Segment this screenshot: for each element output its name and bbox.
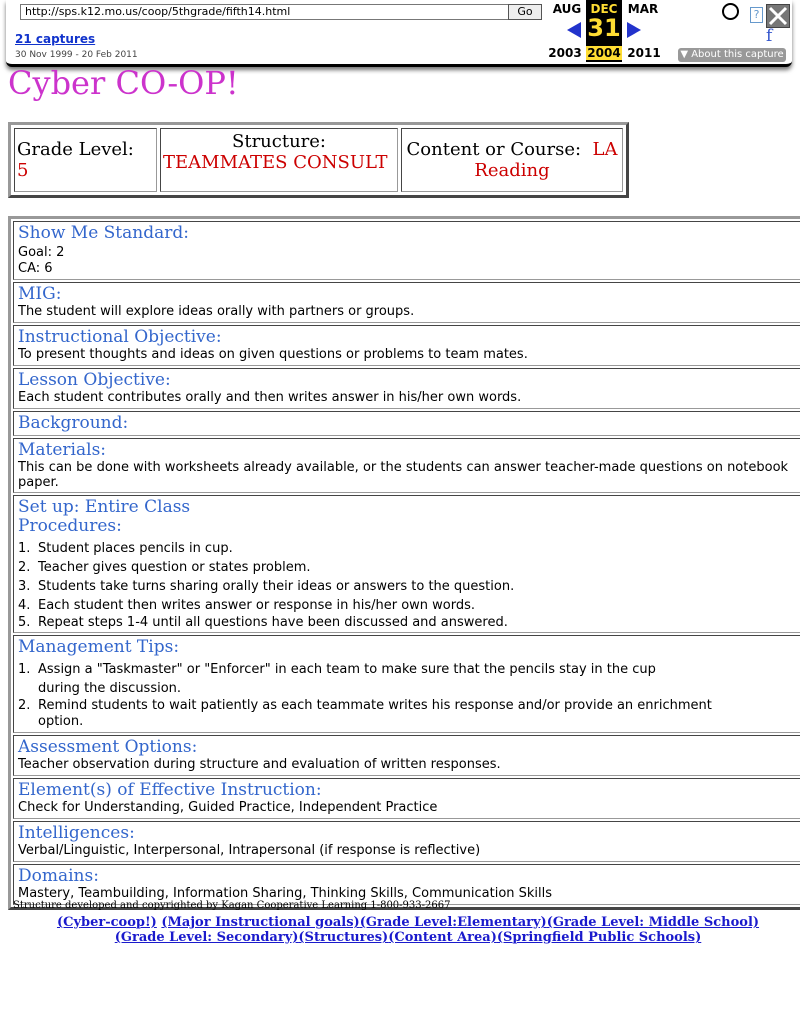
list-item: 2. Remind students to wait patiently as each teammate writes his response and/or provide an enrichment [18, 698, 712, 713]
url-input[interactable] [20, 4, 512, 20]
section-heading: Show Me Standard: [18, 223, 189, 243]
goal-text: Goal: 2 [18, 245, 65, 260]
section-heading: MIG: [18, 284, 62, 304]
elements-section [13, 778, 800, 819]
section-heading: Assessment Options: [18, 737, 198, 757]
link-structures[interactable]: (Structures) [298, 930, 389, 945]
link-middle-school[interactable]: (Grade Level: Middle School) [546, 915, 760, 930]
capture-range: 30 Nov 1999 - 20 Feb 2011 [15, 50, 138, 60]
grade-value: 5 [17, 160, 29, 181]
section-heading: Element(s) of Effective Instruction: [18, 780, 322, 800]
next-capture-arrow-icon[interactable] [627, 22, 641, 38]
close-icon[interactable] [766, 4, 790, 28]
list-item: 1. Assign a "Taskmaster" or "Enforcer" in each team to make sure that the pencils stay in the cup [18, 662, 656, 677]
grade-cell [14, 128, 157, 192]
procedures-heading: Procedures: [18, 516, 122, 536]
list-item: 1. Student places pencils in cup. [18, 541, 233, 556]
grade-label: Grade Level: [17, 139, 134, 160]
list-item: 2. Teacher gives question or states problem. [18, 560, 311, 575]
section-heading: Management Tips: [18, 637, 180, 657]
ca-text: CA: 6 [18, 261, 53, 276]
assessment-section [13, 735, 800, 776]
content-value-1: LA [592, 139, 618, 160]
link-springfield[interactable]: (Springfield Public Schools) [496, 930, 702, 945]
prev-month[interactable]: AUG [552, 2, 582, 16]
current-year: 2004 [587, 46, 621, 60]
wayback-toolbar [6, 0, 792, 67]
current-month: DEC [590, 2, 618, 16]
background-section [13, 411, 800, 436]
section-text: To present thoughts and ideas on given questions or problems to team mates. [18, 347, 528, 362]
prev-year[interactable]: 2003 [548, 46, 582, 60]
section-heading: Set up: Entire Class [18, 497, 191, 517]
domains-section [13, 864, 800, 905]
next-month[interactable]: MAR [627, 2, 659, 16]
content-value-2: Reading [474, 160, 550, 181]
instructional-section [13, 325, 800, 366]
list-item: 4. Each student then writes answer or response in his/her own words. [18, 598, 476, 613]
lesson-table [8, 216, 800, 910]
footer-links [8, 915, 800, 945]
link-elementary[interactable]: (Grade Level:Elementary) [359, 915, 547, 930]
mig-section [13, 282, 800, 323]
current-capture [586, 0, 622, 62]
link-secondary[interactable]: (Grade Level: Secondary) [114, 930, 299, 945]
section-text: This can be done with worksheets already available, or the students can answer teacher-made questions on notebook paper. [18, 460, 789, 490]
prev-capture-arrow-icon[interactable] [567, 22, 581, 38]
list-item-cont: option. [38, 714, 84, 729]
section-heading: Intelligences: [18, 823, 135, 843]
content-label: Content or Course: [406, 139, 582, 160]
structure-cell [160, 128, 398, 192]
standard-section [13, 221, 800, 280]
section-text: Verbal/Linguistic, Interpersonal, Intrapersonal (if response is reflective) [18, 843, 481, 858]
link-major-goals[interactable]: (Major Instructional goals) [161, 915, 360, 930]
section-text: Each student contributes orally and then writes answer in his/her own words. [18, 390, 522, 405]
info-table [8, 122, 629, 198]
section-text: Mastery, Teambuilding, Information Sharing, Thinking Skills, Communication Skills [18, 886, 553, 901]
section-heading: Lesson Objective: [18, 370, 171, 390]
loading-icon [722, 3, 739, 20]
link-cyber-coop[interactable]: (Cyber-coop!) [56, 915, 157, 930]
section-heading: Materials: [18, 440, 107, 460]
section-heading: Domains: [18, 866, 99, 886]
next-year[interactable]: 2011 [627, 46, 661, 60]
captures-link[interactable]: 21 captures [15, 32, 96, 46]
section-text: Teacher observation during structure and evaluation of written responses. [18, 757, 501, 772]
copyright-note: Structure developed and copyrighted by Kagan Cooperative Learning 1-800-933-2667 [13, 900, 451, 911]
page-title: Cyber CO-OP! [8, 64, 239, 102]
section-text: Check for Understanding, Guided Practice, Independent Practice [18, 800, 438, 815]
tips-section [13, 635, 800, 733]
go-button[interactable]: Go [508, 4, 542, 20]
section-heading: Background: [18, 413, 129, 433]
section-heading: Instructional Objective: [18, 327, 222, 347]
intelligences-section [13, 821, 800, 862]
help-icon[interactable]: ? [750, 7, 763, 23]
current-day: 31 [587, 14, 621, 42]
lesson-section [13, 368, 800, 409]
link-content-area[interactable]: (Content Area) [388, 930, 497, 945]
list-item: 3. Students take turns sharing orally their ideas or answers to the question. [18, 579, 515, 594]
about-capture-button[interactable]: ▼ About this capture [678, 48, 786, 62]
facebook-icon[interactable]: f [766, 26, 773, 46]
section-text: The student will explore ideas orally with partners or groups. [18, 304, 415, 319]
list-item: 5. Repeat steps 1-4 until all questions have been discussed and answered. [18, 615, 508, 630]
list-item-cont: during the discussion. [38, 681, 182, 696]
content-cell [401, 128, 623, 192]
materials-section [13, 438, 800, 493]
setup-section [13, 495, 800, 633]
structure-label: Structure: [232, 131, 326, 152]
structure-value: TEAMMATES CONSULT [163, 152, 388, 173]
